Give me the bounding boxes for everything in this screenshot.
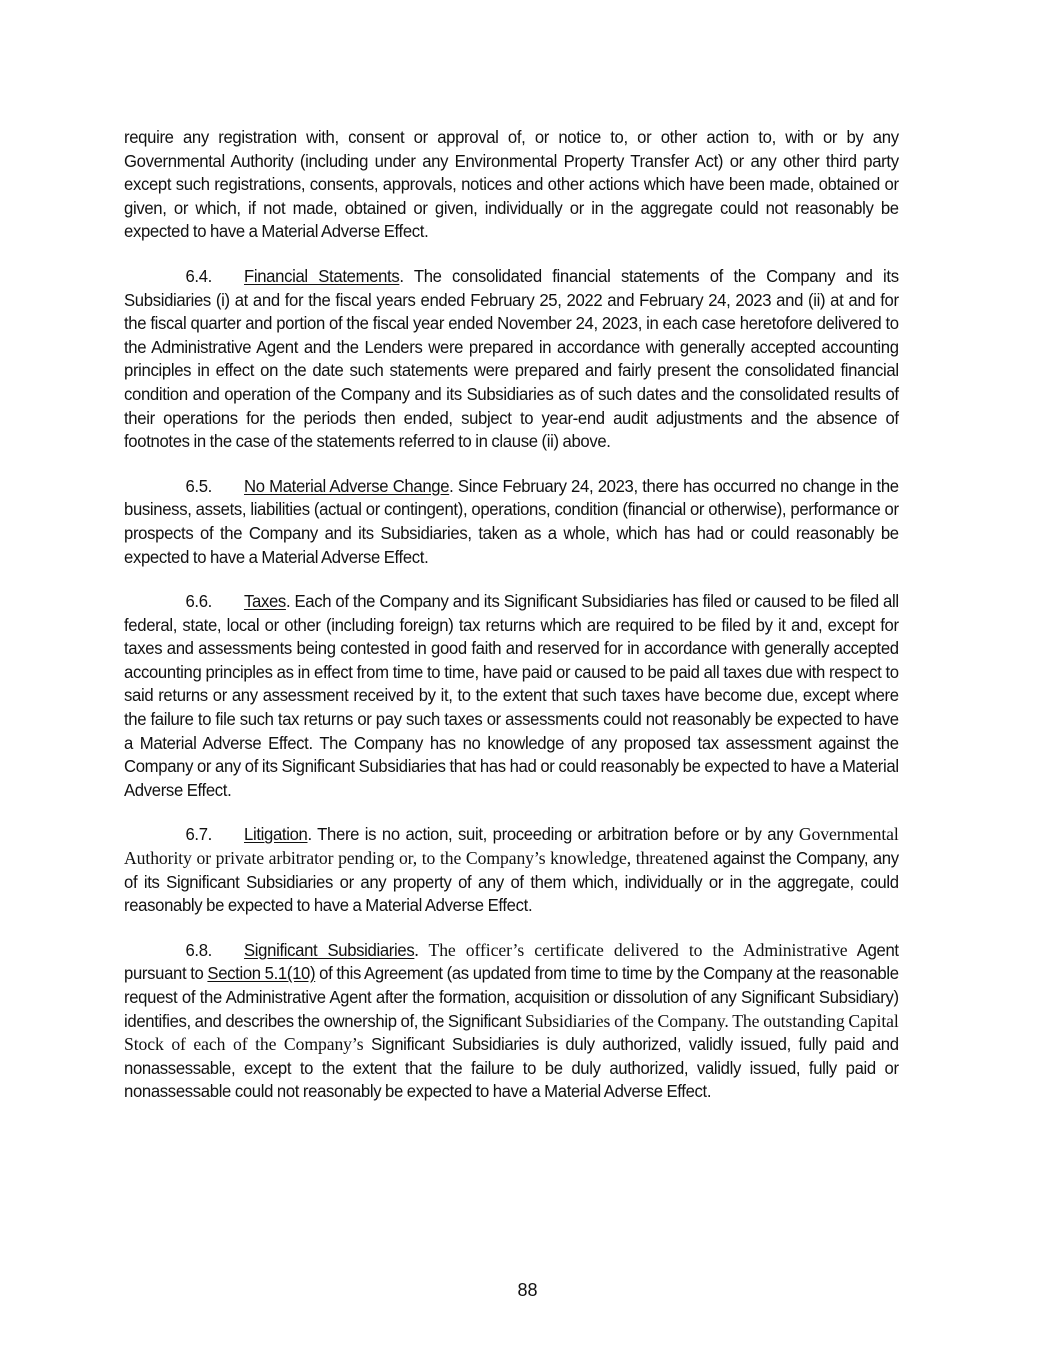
section-text-serif: Governmental Authority or private arbitrator pending or, to the Company’s knowledge, threatened — [124, 824, 899, 869]
section-text-serif: . The officer’s certificate delivered to the Administrative — [414, 939, 848, 960]
page-number: 88 — [517, 1280, 538, 1300]
section-heading: Significant Subsidiaries — [244, 939, 415, 960]
section-text: . There is no action, suit, proceeding or arbitration before or by any — [307, 824, 794, 845]
section-heading: No Material Adverse Change — [244, 475, 450, 496]
section-number: 6.5. — [185, 475, 212, 496]
section-6-6 — [124, 590, 899, 802]
section-text: . The consolidated financial statements of the Company and its Subsidiaries (i) at and for the fiscal years ended February 25, 2022 and February 24, 2023 and (ii) at and for the fiscal quarter and portion of the fiscal year ended November 24, 2023, in each case heretofore delivered to the Administrative Agent and the Lenders were prepared in accordance with generally accepted accounting principles in effect on the date such statements were prepared and fairly present the consolidated financial condition and operation of the Company and its Subsidiaries as of such dates and the consolidated results of their operations for the periods then ended, subject to year-end audit adjustments and the absence of footnotes in the case of the statements referred to in clause (ii) above. — [124, 265, 899, 452]
document-body — [124, 126, 899, 1125]
section-6-8 — [124, 939, 899, 1104]
section-text: . Each of the Company and its Significant Subsidiaries has filed or caused to be filed all federal, state, local or other (including foreign) tax returns which are required to be filed by it and, except for taxes and assessments being contested in good faith and reserved for in accordance with generally accepted accounting principles as in effect from time to time, have paid or caused to be paid all taxes due with respect to said returns or any assessment received by it, to the extent that such taxes have become due, except where the failure to file such tax returns or pay such taxes or assessments could not reasonably be expected to have a Material Adverse Effect. The Company has no knowledge of any proposed tax assessment against the Company or any of its Significant Subsidiaries that has had or could reasonably be expected to have a Material Adverse Effect. — [124, 591, 899, 800]
section-6-4 — [124, 265, 899, 454]
section-heading: Financial Statements — [244, 265, 400, 286]
section-text: of this Agreement (as updated from time to time by the Company at the reasonable request of the Administrative Agent after the formation, acquisition or dissolution of any Significant Subsidiary) identifies, and describes the ownership of, the Significant — [124, 963, 899, 1031]
section-text: Significant Subsidiaries is duly authorized, validly issued, fully paid and nonassessable, except to the extent that the failure to be duly authorized, validly issued, fully paid or nonassessable could not reasonably be expected to have a Material Adverse Effect. — [124, 1034, 899, 1102]
continuation-paragraph: require any registration with, consent or approval of, or notice to, or other action to, with or by any Governmental Authority (including under any Environmental Property Transfer Act) or any other third party except such registrations, consents, approvals, notices and other actions which have been made, obtained or given, or which, if not made, obtained or given, individually or in the aggregate could not reasonably be expected to have a Material Adverse Effect. — [124, 127, 899, 242]
section-6-5 — [124, 475, 899, 569]
section-reference-link[interactable]: Section 5.1(10) — [207, 963, 316, 984]
section-number: 6.6. — [185, 591, 212, 612]
section-text: Agent pursuant to — [124, 939, 899, 984]
section-text: against the Company, any of its Significant Subsidiaries or any property of any of them which, individually or in the aggregate, could reasonably be expected to have a Material Adverse Effect. — [124, 848, 899, 916]
section-6-7 — [124, 823, 899, 917]
section-number: 6.7. — [185, 824, 212, 845]
section-heading: Taxes — [244, 591, 286, 612]
section-heading: Litigation — [244, 824, 308, 845]
section-text: . Since February 24, 2023, there has occurred no change in the business, assets, liabilities (actual or contingent), operations, condition (financial or otherwise), performance or prospects of the Company and its Subsidiaries, taken as a whole, which has had or could reasonably be expected to have a Material Adverse Effect. — [124, 475, 899, 567]
section-text-serif: Subsidiaries of the Company. The outstanding Capital Stock of each of the Company’s — [124, 1010, 899, 1055]
section-number: 6.4. — [185, 265, 212, 286]
section-number: 6.8. — [185, 939, 212, 960]
